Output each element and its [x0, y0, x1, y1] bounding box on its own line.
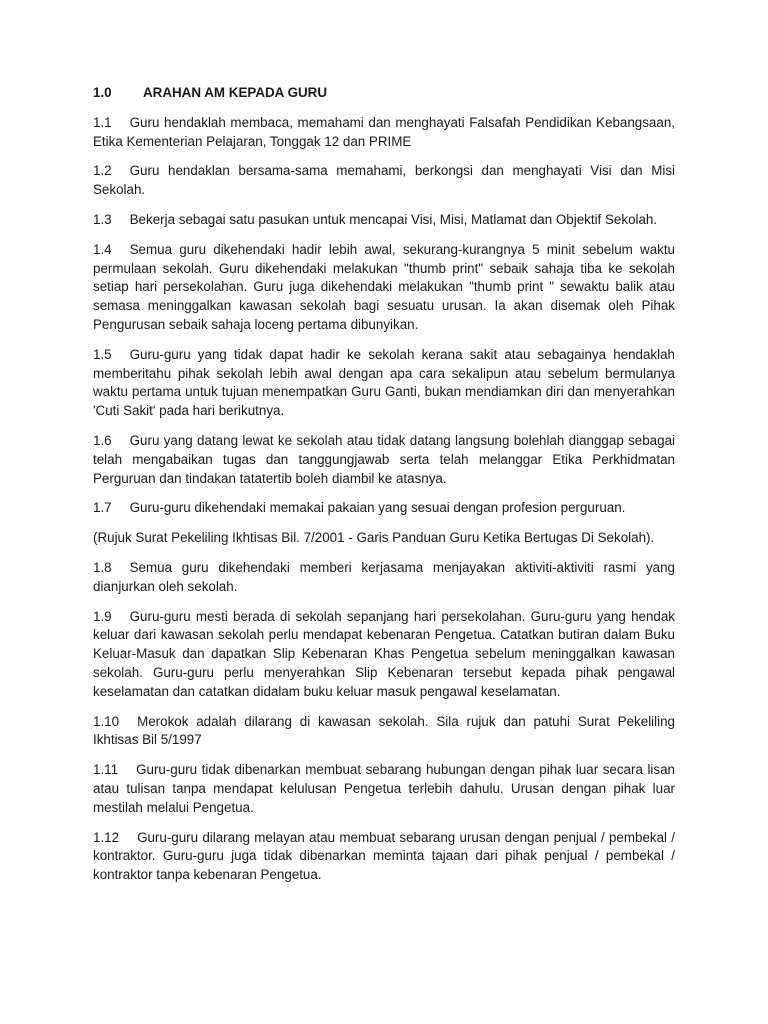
section-number: 1.0	[93, 85, 112, 100]
reference-note: (Rujuk Surat Pekeliling Ikhtisas Bil. 7/2001 - Garis Panduan Guru Ketika Bertugas Di Sekolah).	[93, 530, 655, 546]
paragraph-1-8	[93, 559, 675, 597]
paragraph-text: Bekerja sebagai satu pasukan untuk mencapai Visi, Misi, Matlamat dan Objektif Sekolah.	[129, 211, 658, 227]
paragraph-text: Guru yang datang lewat ke sekolah atau tidak datang langsung bolehlah dianggap sebagai telah mengabaikan tugas dan tanggungjawab serta telah melanggar Etika Perkhidmatan Perguruan dan tindakan tatatertib boleh diambil ke atasnya.	[93, 432, 675, 486]
paragraph-text: Guru-guru tidak dibenarkan membuat sebarang hubungan dengan pihak luar secara lisan atau tulisan tanpa mendapat kelulusan Pengetua terlebih dahulu. Urusan dengan pihak luar mestilah melalui Pengetua.	[93, 762, 675, 815]
paragraph-number: 1.4	[93, 241, 112, 257]
paragraph-1-5	[93, 346, 675, 421]
paragraph-text: Guru hendaklah membaca, memahami dan menghayati Falsafah Pendidikan Kebangsaan, Etika Kementerian Pelajaran, Tonggak 12 dan PRIME	[93, 114, 675, 149]
paragraph-1-7	[93, 499, 675, 518]
paragraph-text: Guru-guru dikehendaki memakai pakaian yang sesuai dengan profesion perguruan.	[129, 500, 626, 516]
paragraph-number: 1.2	[93, 163, 112, 179]
paragraph-number: 1.1	[93, 114, 112, 130]
paragraph-1-12	[93, 829, 675, 885]
paragraph-text: Semua guru dikehendaki memberi kerjasama menjayakan aktiviti-aktiviti rasmi yang dianjurkan oleh sekolah.	[93, 559, 675, 594]
paragraph-1-1	[93, 114, 675, 152]
paragraph-text: Guru-guru mesti berada di sekolah sepanjang hari persekolahan. Guru-guru yang hendak keluar dari kawasan sekolah perlu mendapat kebenaran Pengetua. Catatkan butiran dalam Buku Keluar-Masuk dan dapatkan Slip Kebenaran Khas Pengetua sebelum meninggalkan kawasan sekolah. Guru-guru perlu menyerahkan Slip Kebenaran tersebut kepada pihak pengawal keselamatan dan catatkan didalam buku keluar masuk pengawal keselamatan.	[93, 608, 675, 699]
paragraph-1-3	[93, 211, 675, 230]
paragraph-number: 1.8	[93, 559, 112, 575]
paragraph-text: Semua guru dikehendaki hadir lebih awal, sekurang-kurangnya 5 minit sebelum waktu permulaan sekolah. Guru dikehendaki melakukan "thumb print" sebaik sahaja tiba ke sekolah setiap hari persekolahan. Guru juga dikehendaki melakukan "thumb print " sewaktu balik atau semasa meninggalkan kawasan sekolah bagi sesuatu urusan. Ia akan disemak oleh Pihak Pengurusan sebaik sahaja loceng pertama dibunyikan.	[93, 241, 675, 332]
paragraph-text: Guru-guru yang tidak dapat hadir ke sekolah kerana sakit atau sebagainya hendaklah memberitahu pihak sekolah lebih awal dengan apa cara sekalipun atau sebelum bermulanya waktu pertama untuk tujuan menempatkan Guru Ganti, bukan mendiamkan diri dan menyerahkan 'Cuti Sakit' pada hari berikutnya.	[93, 346, 675, 419]
paragraph-text: Guru-guru dilarang melayan atau membuat sebarang urusan dengan penjual / pembekal / kontraktor. Guru-guru juga tidak dibenarkan meminta tajaan dari pihak penjual / pembekal / kontraktor tanpa kebenaran Pengetua.	[93, 829, 675, 883]
paragraph-text: Guru hendaklan bersama-sama memahami, berkongsi dan menghayati Visi dan Misi Sekolah.	[93, 163, 675, 198]
paragraph-number: 1.5	[93, 346, 112, 362]
paragraph-number: 1.7	[93, 500, 112, 516]
section-title: ARAHAN AM KEPADA GURU	[143, 85, 327, 100]
paragraph-number: 1.12	[93, 829, 120, 845]
paragraph-1-6	[93, 432, 675, 488]
paragraph-1-4	[93, 241, 675, 335]
section-heading	[93, 84, 675, 103]
paragraph-number: 1.3	[93, 211, 112, 227]
paragraph-number: 1.11	[93, 762, 119, 778]
paragraph-number: 1.9	[93, 608, 112, 624]
paragraph-number: 1.6	[93, 432, 112, 448]
paragraph-1-9	[93, 608, 675, 702]
paragraph-1-10	[93, 713, 675, 751]
document-page	[93, 84, 675, 896]
paragraph-1-2	[93, 162, 675, 200]
paragraph-number: 1.10	[93, 713, 120, 729]
paragraph-text: Merokok adalah dilarang di kawasan sekolah. Sila rujuk dan patuhi Surat Pekeliling Ikhtisas Bil 5/1997	[93, 713, 675, 748]
paragraph-1-11	[93, 761, 675, 817]
